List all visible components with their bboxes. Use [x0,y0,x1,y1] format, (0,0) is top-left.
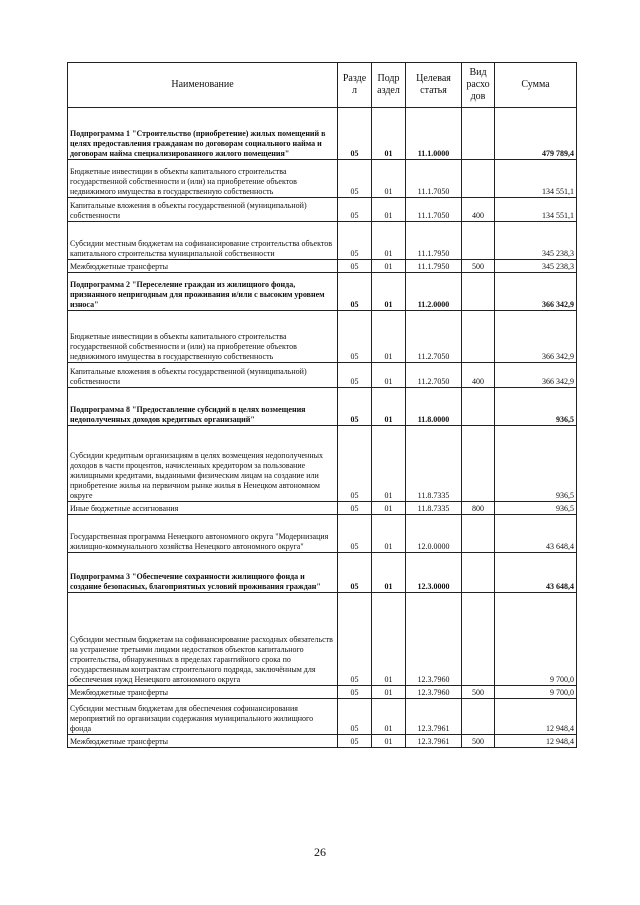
table-row [68,426,577,502]
cell-name: Межбюджетные трансферты [68,735,338,748]
cell-section: 05 [338,260,372,273]
cell-subsection: 01 [372,426,406,502]
cell-amount: 345 238,3 [495,222,577,260]
budget-table [67,62,577,748]
cell-subsection: 01 [372,198,406,222]
cell-name: Субсидии местным бюджетам для обеспечения софинансирования мероприятий по организации содержания муниципального жилищного фонда [68,699,338,735]
header-expense-type: Вид расхо дов [462,63,495,108]
cell-name: Государственная программа Ненецкого автономного округа "Модернизация жилищно-коммунального хозяйства Ненецкого автономного округа" [68,515,338,553]
cell-section: 05 [338,686,372,699]
table-row [68,273,577,311]
table-row [68,198,577,222]
cell-subsection: 01 [372,553,406,593]
cell-section: 05 [338,388,372,426]
page-number: 26 [314,845,326,859]
cell-section: 05 [338,273,372,311]
table-row [68,160,577,198]
cell-name: Межбюджетные трансферты [68,686,338,699]
table-header-row [68,63,577,108]
cell-name: Подпрограмма 1 "Строительство (приобретение) жилых помещений в целях предоставления гражданам по договорам социального найма и договорам найма специализированного жилого помещения" [68,108,338,160]
cell-amount: 43 648,4 [495,515,577,553]
cell-expense-type: 500 [462,686,495,699]
cell-target: 11.1.0000 [406,108,462,160]
cell-section: 05 [338,311,372,363]
cell-section: 05 [338,553,372,593]
cell-amount: 134 551,1 [495,198,577,222]
cell-expense-type [462,515,495,553]
cell-section: 05 [338,160,372,198]
header-target: Целевая статья [406,63,462,108]
cell-expense-type: 500 [462,735,495,748]
cell-subsection: 01 [372,388,406,426]
cell-subsection: 01 [372,593,406,686]
cell-subsection: 01 [372,108,406,160]
header-name: Наименование [68,63,338,108]
cell-target: 11.2.0000 [406,273,462,311]
cell-section: 05 [338,502,372,515]
table-row [68,311,577,363]
cell-name: Подпрограмма 8 "Предоставление субсидий в целях возмещения недополученных доходов кредитных организаций" [68,388,338,426]
cell-section: 05 [338,108,372,160]
cell-name: Иные бюджетные ассигнования [68,502,338,515]
cell-expense-type [462,699,495,735]
table-row [68,260,577,273]
table-body [68,108,577,748]
cell-subsection: 01 [372,260,406,273]
table-row [68,363,577,388]
cell-name: Субсидии кредитным организациям в целях возмещения недополученных доходов в части процентов, начисленных кредитором за пользование жилищными кредитами, выданными физическим лицам на создание или приобретение жилья на первичном рынке жилья в Ненецком автономном округе [68,426,338,502]
table-row [68,515,577,553]
table-row [68,502,577,515]
cell-section: 05 [338,222,372,260]
cell-amount: 134 551,1 [495,160,577,198]
cell-section: 05 [338,426,372,502]
cell-target: 12.3.7960 [406,686,462,699]
cell-expense-type [462,388,495,426]
cell-name: Межбюджетные трансферты [68,260,338,273]
cell-amount: 479 789,4 [495,108,577,160]
cell-subsection: 01 [372,160,406,198]
cell-target: 12.3.7961 [406,699,462,735]
cell-target: 11.1.7050 [406,198,462,222]
cell-name: Подпрограмма 2 "Переселение граждан из жилищного фонда, признанного непригодным для проживания и/или с высоким уровнем износа" [68,273,338,311]
cell-name: Бюджетные инвестиции в объекты капитального строительства государственной собственности и (или) на приобретение объектов недвижимого имущества в государственную собственность [68,160,338,198]
table-row [68,553,577,593]
cell-subsection: 01 [372,502,406,515]
cell-amount: 936,5 [495,426,577,502]
cell-target: 11.2.7050 [406,311,462,363]
cell-expense-type: 400 [462,198,495,222]
table-row [68,686,577,699]
table-row [68,699,577,735]
cell-target: 12.3.0000 [406,553,462,593]
cell-section: 05 [338,593,372,686]
cell-amount: 366 342,9 [495,273,577,311]
cell-expense-type [462,553,495,593]
cell-amount: 9 700,0 [495,593,577,686]
cell-section: 05 [338,363,372,388]
cell-subsection: 01 [372,222,406,260]
cell-target: 11.2.7050 [406,363,462,388]
cell-expense-type: 400 [462,363,495,388]
cell-subsection: 01 [372,735,406,748]
cell-subsection: 01 [372,363,406,388]
cell-name: Субсидии местным бюджетам на софинансирование строительства объектов капитального строительства муниципальной собственности [68,222,338,260]
cell-name: Бюджетные инвестиции в объекты капитального строительства государственной собственности и (или) на приобретение объектов недвижимого имущества в государственную собственность [68,311,338,363]
cell-amount: 345 238,3 [495,260,577,273]
cell-target: 11.8.7335 [406,426,462,502]
cell-amount: 366 342,9 [495,363,577,388]
table-row [68,108,577,160]
cell-subsection: 01 [372,311,406,363]
table-row [68,222,577,260]
cell-expense-type [462,273,495,311]
cell-subsection: 01 [372,686,406,699]
cell-expense-type [462,426,495,502]
cell-target: 11.8.0000 [406,388,462,426]
cell-expense-type [462,222,495,260]
table-row [68,388,577,426]
cell-amount: 12 948,4 [495,699,577,735]
cell-expense-type: 800 [462,502,495,515]
cell-name: Капитальные вложения в объекты государственной (муниципальной) собственности [68,363,338,388]
cell-subsection: 01 [372,273,406,311]
cell-expense-type [462,160,495,198]
cell-expense-type [462,311,495,363]
cell-target: 11.1.7950 [406,260,462,273]
cell-section: 05 [338,515,372,553]
table-row [68,593,577,686]
cell-section: 05 [338,198,372,222]
cell-subsection: 01 [372,515,406,553]
cell-section: 05 [338,699,372,735]
table-row [68,735,577,748]
cell-expense-type: 500 [462,260,495,273]
cell-subsection: 01 [372,699,406,735]
header-amount: Сумма [495,63,577,108]
cell-target: 11.8.7335 [406,502,462,515]
cell-expense-type [462,593,495,686]
cell-amount: 366 342,9 [495,311,577,363]
cell-amount: 43 648,4 [495,553,577,593]
cell-expense-type [462,108,495,160]
cell-amount: 9 700,0 [495,686,577,699]
header-subsection: Подр аздел [372,63,406,108]
cell-target: 11.1.7950 [406,222,462,260]
cell-target: 12.0.0000 [406,515,462,553]
cell-section: 05 [338,735,372,748]
cell-name: Подпрограмма 3 "Обеспечение сохранности жилищного фонда и создание безопасных, благоприятных условий проживания граждан" [68,553,338,593]
cell-name: Капитальные вложения в объекты государственной (муниципальной) собственности [68,198,338,222]
cell-name: Субсидии местным бюджетам на софинансирование расходных обязательств на устранение третьими лицами недостатков объектов капитального строительства, обнаруженных в пределах гарантийного срока по государственным контрактам строительного подряда, заключённым для обеспечения нужд Ненецкого автономного округа [68,593,338,686]
cell-target: 12.3.7960 [406,593,462,686]
cell-target: 11.1.7050 [406,160,462,198]
cell-target: 12.3.7961 [406,735,462,748]
cell-amount: 936,5 [495,388,577,426]
header-section: Разде л [338,63,372,108]
cell-amount: 12 948,4 [495,735,577,748]
cell-amount: 936,5 [495,502,577,515]
